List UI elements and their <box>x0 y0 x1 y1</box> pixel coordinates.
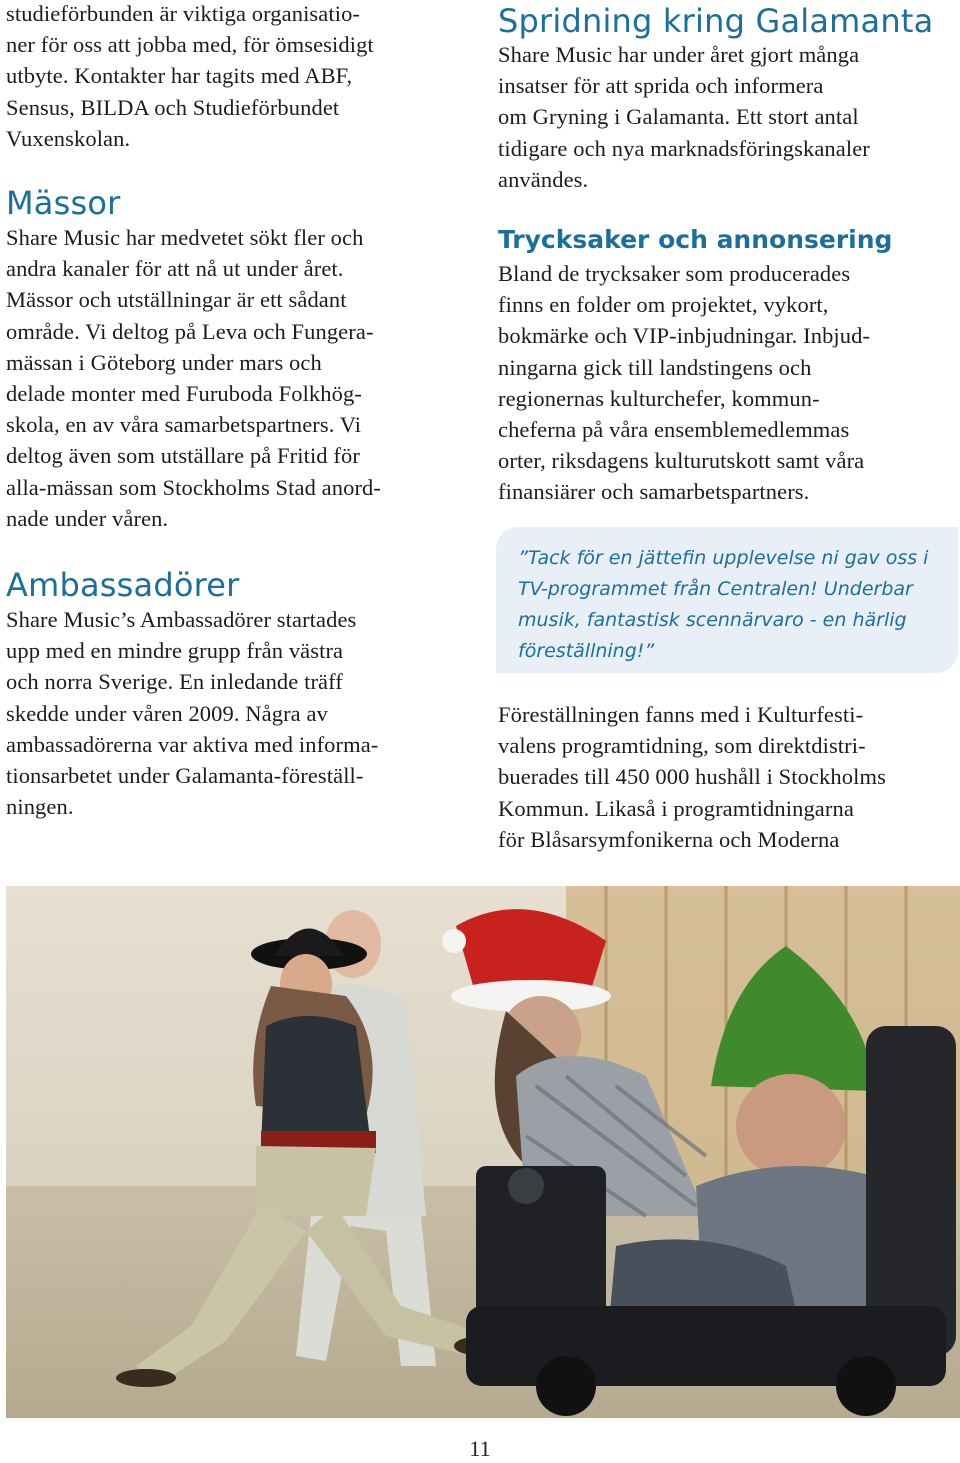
ambassadorer-paragraph: Share Music’s Ambassadörer startades upp med en mindre grupp från västra och norra Sverige. En inledande träff skedde under våren 2009. Några av ambassadörerna var aktiva med informa- tionsarbetet under Galamanta-föreställ- ningen. <box>6 607 379 820</box>
intro-paragraph: studieförbunden är viktiga organisatio- ner för oss att jobba med, för ömsesidigt utbyte. Kontakter har tagits med ABF, Sensus, BILDA och Studieförbundet Vuxenskolan. <box>6 1 374 151</box>
ambassadorer-heading: Ambassadörer <box>6 566 240 604</box>
page-number: 11 <box>469 1436 491 1461</box>
photo-illustration <box>6 886 960 1418</box>
quote-box <box>496 527 958 673</box>
closing-paragraph: Föreställningen fanns med i Kulturfesti- valens programtidning, som direktdistri- buerades till 450 000 hushåll i Stockholms Kommun. Likaså i programtidningarna för Blåsarsymfonikerna och Moderna <box>498 702 886 852</box>
massor-heading: Mässor <box>6 184 121 222</box>
spridning-heading: Spridning kring Galamanta <box>498 2 934 40</box>
spridning-paragraph: Share Music har under året gjort många insatser för att sprida och informera om Gryning i Galamanta. Ett stort antal tidigare och nya marknadsföringskanaler användes. <box>498 42 870 192</box>
quote-text: ”Tack för en jättefin upplevelse ni gav oss i TV-programmet från Centralen! Underbar musik, fantastisk scennärvaro - en härlig föreställning!” <box>518 547 929 662</box>
performance-photo <box>6 886 960 1418</box>
trycksaker-heading: Trycksaker och annonsering <box>498 225 893 254</box>
trycksaker-paragraph: Bland de trycksaker som producerades finns en folder om projektet, vykort, bokmärke och VIP-inbjudningar. Inbjud- ningarna gick till landstingens och regionernas kulturchefer, kommun- cheferna på våra ensemblemedlemmas orter, riksdagens kulturutskott samt våra finansiärer och samarbetspartners. <box>498 261 871 505</box>
massor-paragraph: Share Music har medvetet sökt fler och andra kanaler för att nå ut under året. Mässor och utställningar är ett sådant område. Vi deltog på Leva och Fungera- mässan i Göteborg under mars och delade monter med Furuboda Folkhög- skola, en av våra samarbetspartners. Vi deltog även som utställare på Fritid för alla-mässan som Stockholms Stad anord- nade under våren. <box>6 225 381 531</box>
